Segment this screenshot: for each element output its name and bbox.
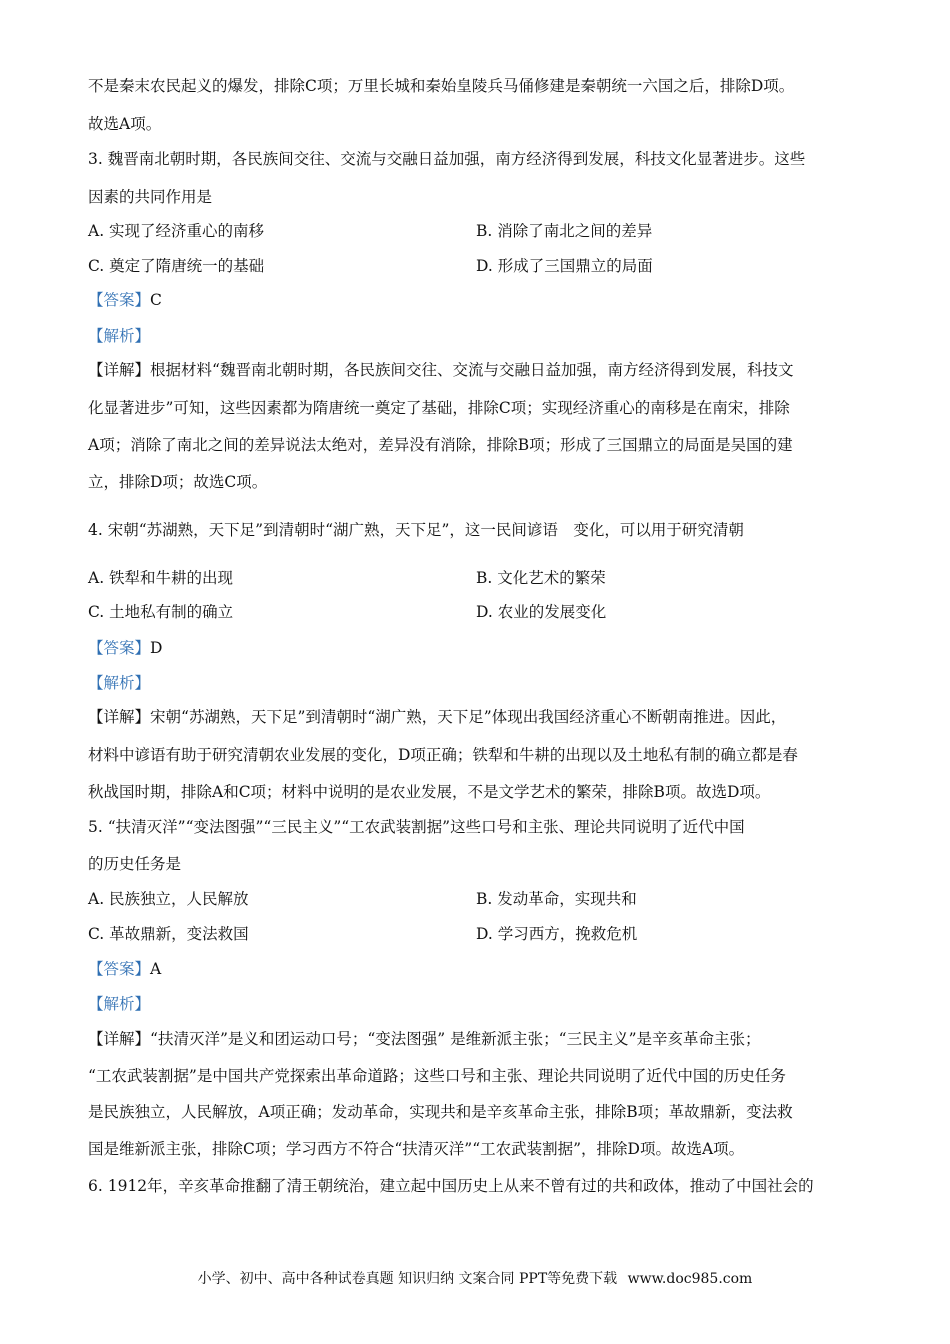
q5-option-b: B. 发动革命，实现共和 <box>476 890 637 908</box>
q5-option-d: D. 学习西方，挽救危机 <box>476 925 638 943</box>
intro-line-1: 不是秦末农民起义的爆发，排除C项；万里长城和秦始皇陵兵马俑修建是秦朝统一六国之后，排除D项。 <box>88 77 795 95</box>
q3-option-d: D. 形成了三国鼎立的局面 <box>476 257 653 275</box>
q5-detail-line-1 <box>88 1028 761 1050</box>
q3-detail-line-2: 化显著进步”可知，这些因素都为隋唐统一奠定了基础，排除C项；实现经济重心的南移是在南宋，排除 <box>88 399 790 417</box>
detail-text: 宋朝“苏湖熟，天下足”到清朝时“湖广熟，天下足”体现出我国经济重心不断朝南推进。因此， <box>150 708 787 726</box>
q4-stem-line-1: 4. 宋朝“苏湖熟，天下足”到清朝时“湖广熟，天下足”，这一民间谚语 变化，可以用于研究清朝 <box>88 521 744 539</box>
q5-analysis <box>88 993 150 1015</box>
q3-option-b: B. 消除了南北之间的差异 <box>476 222 653 240</box>
intro-line-2: 故选A项。 <box>88 115 162 133</box>
footer-text: 小学、初中、高中各种试卷真题 知识归纳 文案合同 PPT等免费下载 <box>197 1271 618 1287</box>
answer-value: A <box>150 960 162 978</box>
q5-option-c: C. 革故鼎新，变法救国 <box>88 925 249 943</box>
q3-detail-line-3: A项；消除了南北之间的差异说法太绝对，差异没有消除，排除B项；形成了三国鼎立的局面是吴国的建 <box>88 436 793 454</box>
q5-option-a: A. 民族独立，人民解放 <box>88 890 249 908</box>
detail-tag: 【详解】 <box>88 361 151 379</box>
q3-detail-line-4: 立，排除D项；故选C项。 <box>88 473 268 491</box>
q5-detail-line-3: 是民族独立，人民解放，A项正确；发动革命，实现共和是辛亥革命主张，排除B项；革故鼎新，变法救 <box>88 1103 793 1121</box>
q4-option-a: A. 铁犁和牛耕的出现 <box>88 569 234 587</box>
footer-url[interactable]: www.doc985.com <box>627 1271 753 1287</box>
q4-option-d: D. 农业的发展变化 <box>476 603 607 621</box>
q3-analysis <box>88 325 150 347</box>
q5-stem-line-1: 5. “扶清灭洋”“变法图强”“三民主义”“工农武装割据”这些口号和主张、理论共同说明了近代中国 <box>88 818 745 836</box>
q3-answer <box>88 289 162 311</box>
q5-detail-line-2: “工农武装割据”是中国共产党探索出革命道路；这些口号和主张、理论共同说明了近代中国的历史任务 <box>88 1067 786 1085</box>
answer-tag: 【答案】 <box>88 639 151 657</box>
analysis-tag: 【解析】 <box>88 674 151 692</box>
q3-detail-line-1 <box>88 359 793 381</box>
answer-tag: 【答案】 <box>88 291 151 309</box>
q5-stem-line-2: 的历史任务是 <box>88 855 182 873</box>
detail-tag: 【详解】 <box>88 708 151 726</box>
q3-option-c: C. 奠定了隋唐统一的基础 <box>88 257 265 275</box>
analysis-tag: 【解析】 <box>88 327 151 345</box>
q6-stem-line-1: 6. 1912年，辛亥革命推翻了清王朝统治，建立起中国历史上从来不曾有过的共和政体，推动了中国社会的 <box>88 1177 814 1195</box>
q3-option-a: A. 实现了经济重心的南移 <box>88 222 265 240</box>
detail-text: 根据材料“魏晋南北朝时期，各民族间交往、交流与交融日益加强，南方经济得到发展，科技文 <box>150 361 794 379</box>
q4-option-c: C. 土地私有制的确立 <box>88 603 234 621</box>
q4-analysis <box>88 672 150 694</box>
q4-detail-line-1 <box>88 706 786 728</box>
page-footer <box>0 1268 950 1288</box>
detail-tag: 【详解】 <box>88 1030 151 1048</box>
q4-option-b: B. 文化艺术的繁荣 <box>476 569 606 587</box>
q3-stem-line-1: 3. 魏晋南北朝时期，各民族间交往、交流与交融日益加强，南方经济得到发展，科技文化显著进步。这些 <box>88 150 806 168</box>
q4-detail-line-2: 材料中谚语有助于研究清朝农业发展的变化，D项正确；铁犁和牛耕的出现以及土地私有制的确立都是春 <box>88 746 798 764</box>
q3-stem-line-2: 因素的共同作用是 <box>88 188 213 206</box>
detail-text: “扶清灭洋”是义和团运动口号；“变法图强” 是维新派主张；“三民主义”是辛亥革命主张； <box>150 1030 761 1048</box>
answer-tag: 【答案】 <box>88 960 151 978</box>
q4-detail-line-3: 秋战国时期，排除A和C项；材料中说明的是农业发展，不是文学艺术的繁荣，排除B项。故选D项。 <box>88 783 771 801</box>
q5-detail-line-4: 国是维新派主张，排除C项；学习西方不符合“扶清灭洋”“工农武装割据”，排除D项。故选A项。 <box>88 1140 745 1158</box>
q4-answer <box>88 637 162 659</box>
answer-value: D <box>150 639 163 657</box>
analysis-tag: 【解析】 <box>88 995 151 1013</box>
q5-answer <box>88 958 161 980</box>
answer-value: C <box>150 291 162 309</box>
